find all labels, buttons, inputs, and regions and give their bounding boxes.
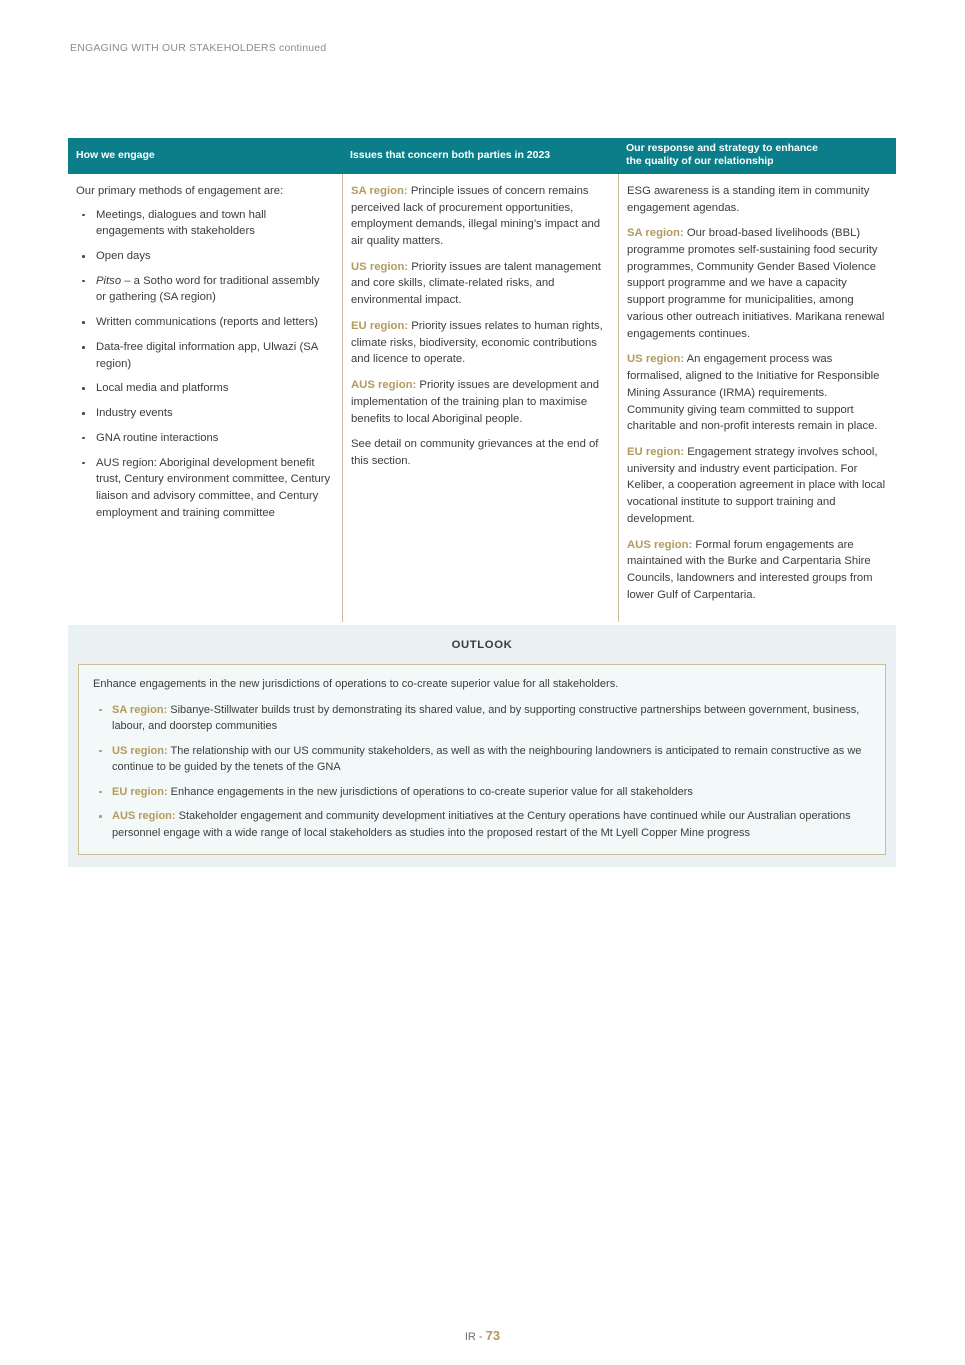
col1-bullet-list [76, 207, 332, 522]
footer-prefix: IR - [464, 1331, 486, 1343]
bullet-text: Data-free digital information app, Ulwazi (SA region) [96, 340, 318, 370]
col2-paragraph [351, 318, 608, 368]
col2-paragraph-text: Priority issues are development and implementation of the training plan to maximise benefits to local Aboriginal people. [351, 379, 600, 425]
outlook-title: OUTLOOK [451, 639, 513, 651]
footer-page-number: 73 [485, 1328, 501, 1343]
col1-bullet-item [76, 455, 332, 522]
outlook-bullet-list [93, 702, 871, 842]
col2-paragraph [351, 377, 608, 427]
col3-paragraph [627, 351, 886, 435]
col2-paragraph-text: See detail on community grievances at the end of this section. [351, 438, 599, 467]
region-label: AUS region: [351, 379, 417, 392]
outlook-bullet-item [93, 702, 871, 735]
region-label: EU region: [112, 785, 168, 798]
table-header-response-line1: Our response and strategy to enhance [626, 142, 818, 154]
table-header-response-line2: the quality of our relationship [626, 155, 774, 168]
page-footer [0, 1328, 965, 1343]
col1-lead: Our primary methods of engagement are: [76, 184, 284, 197]
region-label: AUS region: [112, 810, 176, 822]
region-label: SA region: [351, 184, 408, 197]
col3-paragraph-text: Formal forum engagements are maintained with the Burke and Carpentaria Shire Councils, landowners and interested groups from lower Gulf of Carpentaria. [627, 538, 873, 601]
bullet-text-italic: Pitso [96, 274, 122, 287]
running-header: ENGAGING WITH OUR STAKEHOLDERS continued [70, 42, 327, 54]
col3-paragraph-text: Our broad-based livelihoods (BBL) programme promotes self-sustaining food security programmes, Community Gender Based Violence support programme and we have a capacity support programme for municipalities, among various other outreach initiatives. Marikana renewal engagements continues. [627, 227, 885, 340]
col1-bullet-item [76, 248, 332, 265]
table-body-row [68, 174, 896, 622]
outlook-bullet-item [93, 743, 871, 776]
table-cell-how-we-engage [68, 174, 342, 622]
bullet-text: AUS region: Aboriginal development benefit trust, Century environment committee, Century liaison and advisory committee, and Century employment and training committee [96, 456, 331, 519]
col3-paragraph-text: Engagement strategy involves school, university and industry event participation. For Keliber, a cooperation agreement in place with local vocational institute to support training and development. [627, 445, 886, 525]
region-label: SA region: [627, 227, 684, 240]
outlook-bullet-text: The relationship with our US community stakeholders, as well as with the neighbouring landowners is anticipated to remain constructive as we continue to be guided by the tenets of the GNA [112, 744, 862, 773]
bullet-text: Local media and platforms [96, 382, 229, 395]
col2-paragraph [351, 436, 608, 469]
col1-bullet-item [76, 339, 332, 372]
col1-bullet-item [76, 430, 332, 447]
col1-bullet-item [76, 380, 332, 397]
outlook-lead: Enhance engagements in the new jurisdictions of operations to co-create superior value for all stakeholders. [93, 678, 619, 690]
col2-paragraph-text: Priority issues are talent management and core skills, climate-related risks, and environmental impact. [351, 260, 601, 307]
bullet-text: Industry events [96, 407, 173, 420]
table-cell-issues [342, 174, 618, 622]
col3-paragraph [627, 537, 886, 604]
bullet-text: Meetings, dialogues and town hall engagements with stakeholders [96, 208, 267, 238]
table-header-how-we-engage: How we engage [76, 148, 155, 161]
col2-paragraph [351, 259, 608, 309]
outlook-bullet-text: Sibanye-Stillwater builds trust by demonstrating its shared value, and by supporting constructive partnerships between government, business, labour, and doorstep communities [112, 703, 860, 732]
table-header-issues: Issues that concern both parties in 2023 [350, 148, 551, 161]
bullet-text: – a Sotho word for traditional assembly or gathering (SA region) [96, 274, 320, 304]
col3-paragraph [627, 225, 886, 342]
outlook-panel [68, 625, 896, 867]
bullet-text: Open days [96, 250, 151, 263]
region-label: US region: [351, 260, 409, 273]
col3-paragraph-text: An engagement process was formalised, aligned to the Initiative for Responsible Mining Assurance (IRMA) requirements. Community giving team committed to support charitable and non-profit interests remain in place. [627, 353, 880, 433]
col2-paragraph-text: Principle issues of concern remains perceived lack of procurement opportunities, employment demands, illegal mining’s impact and air quality matters. [351, 184, 601, 248]
col3-paragraph [627, 444, 886, 528]
outlook-bullet-item [93, 784, 871, 801]
bullet-text: Written communications (reports and letters) [96, 316, 319, 329]
region-label: EU region: [627, 445, 685, 458]
col3-paragraph-text: ESG awareness is a standing item in community engagement agendas. [627, 184, 870, 214]
col1-bullet-item [76, 273, 332, 306]
engagement-table [68, 138, 896, 622]
table-header-row [68, 138, 896, 174]
table-cell-response [618, 174, 896, 622]
region-label: US region: [627, 353, 685, 366]
region-label: EU region: [351, 319, 409, 332]
outlook-bullet-text: Enhance engagements in the new jurisdictions of operations to co-create superior value for all stakeholders [167, 785, 693, 798]
outlook-bullet-item [93, 808, 871, 841]
region-label: US region: [112, 744, 168, 757]
col1-bullet-item [76, 405, 332, 422]
bullet-text: GNA routine interactions [96, 431, 219, 444]
col1-bullet-item [76, 314, 332, 331]
region-label: AUS region: [627, 538, 693, 551]
col3-paragraph [627, 183, 886, 216]
col1-bullet-item [76, 207, 332, 240]
outlook-box [78, 664, 886, 855]
col2-paragraph [351, 183, 608, 250]
outlook-bullet-text: Stakeholder engagement and community development initiatives at the Century operations have continued while our Australian operations personnel engage with a wide range of local stakeholders as studies into the proposed restart of the Mt Lyell Copper Mine progress [112, 810, 851, 839]
region-label: SA region: [112, 703, 168, 716]
table-header-response [618, 138, 896, 174]
col2-paragraph-text: Priority issues relates to human rights, climate risks, biodiversity, economic contributions and licence to operate. [351, 319, 603, 366]
